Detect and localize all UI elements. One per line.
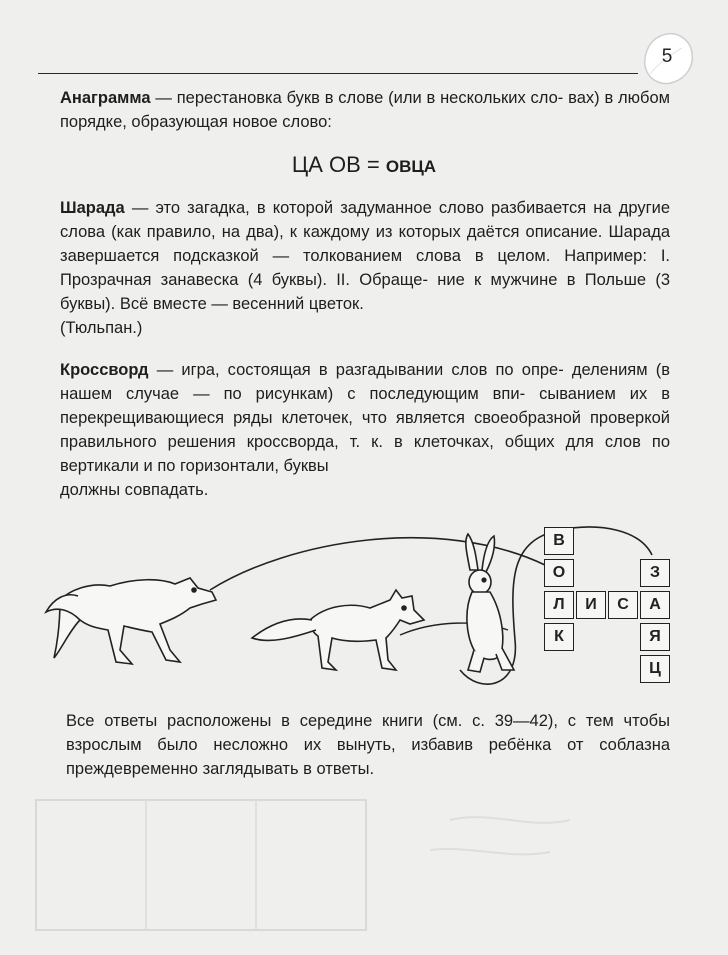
anagram-answer: ОВЦА	[385, 157, 437, 176]
charade-definition-line: описание. Шарада завершается подсказкой — толкованием слова	[60, 223, 670, 265]
page-number: 5	[661, 46, 673, 67]
crossword-definition-line: должны совпадать.	[60, 481, 209, 499]
charade-definition-line: (Тюльпан.)	[60, 319, 143, 337]
fox-picture	[252, 590, 424, 670]
crossword-cell: К	[544, 623, 574, 651]
anagram-definition-line: вах) в любом порядке, образующая новое слово:	[60, 89, 670, 131]
answers-note-line: соблазна преждевременно заглядывать в ответы.	[66, 736, 670, 778]
crossword-cell: Л	[544, 591, 574, 619]
crossword-definition-line: сыванием их в перекрещивающиеся ряды клеточек, что является	[60, 385, 670, 427]
charade-definition-line: в целом. Например: I. Прозрачная занавеска (4 буквы). II. Обраще-	[60, 247, 670, 289]
crossword-cell: З	[640, 559, 670, 587]
crossword-definition-line: клеточках, общих для слов по вертикали и по горизонтали, буквы	[60, 433, 670, 475]
crossword-cell: В	[544, 527, 574, 555]
anagram-scrambled: ЦА ОВ =	[291, 152, 380, 177]
anagram-paragraph	[60, 86, 670, 134]
crossword-cell: А	[640, 591, 670, 619]
crossword-definition-line: своеобразной проверкой правильного решения кроссворда, т. к. в	[60, 409, 670, 451]
charade-definition-line: на другие слова (как правило, на два), к каждому из которых даётся	[60, 199, 670, 241]
crossword-definition-line: — игра, состоящая в разгадывании слов по опре-	[156, 361, 564, 379]
answers-note	[66, 709, 670, 781]
charade-paragraph	[60, 196, 670, 340]
crossword-cell: О	[544, 559, 574, 587]
anagram-definition-line: — перестановка букв в слове (или в нескольких сло-	[155, 89, 564, 107]
wolf-picture	[46, 578, 216, 664]
answers-note-line: Все ответы расположены в середине книги (см. с. 39—42), с тем	[66, 712, 614, 730]
crossword-cell: Я	[640, 623, 670, 651]
crossword-definition-line: делениям (в нашем случае — по рисункам) с последующим впи-	[60, 361, 670, 403]
answers-note-line: чтобы взрослым было несложно их вынуть, избавив ребёнка от	[66, 712, 670, 754]
crossword-term: Кроссворд	[60, 361, 149, 379]
crossword-cell: И	[576, 591, 606, 619]
hare-picture	[466, 534, 514, 672]
show-through-texture	[30, 790, 690, 940]
charade-term: Шарада	[60, 199, 125, 217]
header-rule	[38, 73, 638, 74]
crossword-cell: Ц	[640, 655, 670, 683]
anagram-term: Анаграмма	[60, 89, 151, 107]
crossword-cell: С	[608, 591, 638, 619]
charade-definition-line: — это загадка, в которой задуманное слово разбивается	[131, 199, 587, 217]
charade-definition-line: ние к мужчине в Польше (3 буквы). Всё вместе — весенний цветок.	[60, 271, 670, 313]
anagram-example	[0, 152, 728, 178]
crossword-paragraph	[60, 358, 670, 502]
